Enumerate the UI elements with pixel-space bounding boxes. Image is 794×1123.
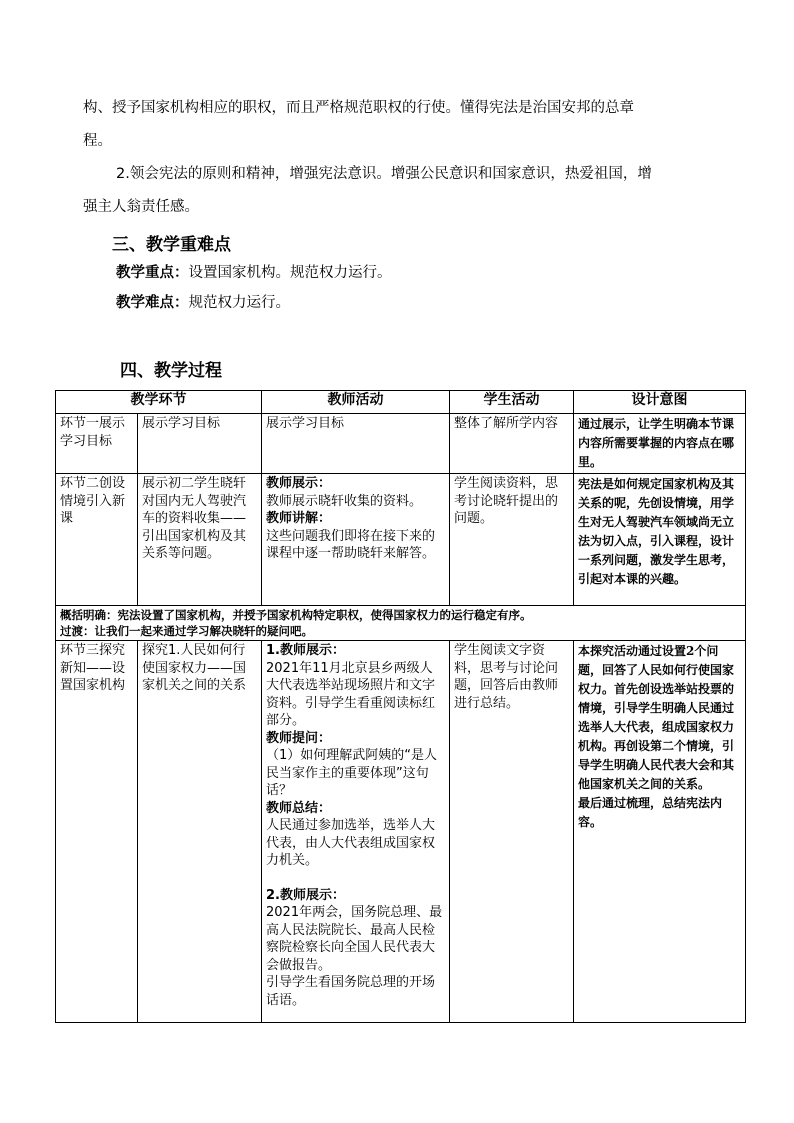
row2-intent: 宪法是如何规定国家机构及其关系的呢，先创设情境，用学生对无人驾驶汽车领域尚无立法为切入点，引入课程，设计一系列问题，激发学生思考，引起对本课的兴趣。 xyxy=(574,474,746,606)
row1-stage: 环节一展示学习目标 xyxy=(56,414,138,474)
key-points-label: 教学重点： xyxy=(116,265,189,281)
row3-intent xyxy=(574,641,746,1023)
row2-stage: 环节二创设情境引入新课 xyxy=(56,474,138,606)
transition-text: 过渡：让我们一起来通过学习解决晓轩的疑问吧。 xyxy=(60,624,313,638)
summary-cell xyxy=(56,606,746,641)
table-header-row xyxy=(56,391,746,414)
table-row xyxy=(56,641,746,1023)
section-3-title: 三、教学重难点 xyxy=(112,235,231,255)
header-teacher: 教师活动 xyxy=(262,391,450,414)
row2-teacher-text-2: 这些问题我们即将在接下来的课程中逐一帮助晓轩来解答。 xyxy=(266,528,436,561)
row3-student: 学生阅读文字资料，思考与讨论问题，回答后由教师进行总结。 xyxy=(450,641,574,1023)
row3-stage: 环节三探究新知——设置国家机构 xyxy=(56,641,138,1023)
row3-teacher xyxy=(262,641,450,1023)
row1-intent: 通过展示，让学生明确本节课内容所需要掌握的内容点在哪里。 xyxy=(574,414,746,474)
row1-student: 整体了解所学内容 xyxy=(450,414,574,474)
row3-content: 探究1.人民如何行使国家权力——国家机关之间的关系 xyxy=(138,641,262,1023)
intro-line-1: 构、授予国家机构相应的职权，而且严格规范职权的行使。懂得宪法是治国安邦的总章 xyxy=(83,100,634,116)
intro-line-2: 程。 xyxy=(83,133,112,149)
row2-teacher-label-2: 教师讲解： xyxy=(266,511,332,526)
table-row xyxy=(56,474,746,606)
row3-teacher-label-1: 1.教师展示： xyxy=(266,643,345,658)
row2-teacher-label-1: 教师展示： xyxy=(266,476,332,491)
row2-teacher xyxy=(262,474,450,606)
row3-spacer xyxy=(266,870,445,887)
intro-line-4: 强主人翁责任感。 xyxy=(83,199,199,215)
row3-teacher-text-1: 2021年11月北京县乡两级人大代表选举站现场照片和文字资料。引导学生看重阅读标红部分。 xyxy=(266,660,436,728)
section-4-title: 四、教学过程 xyxy=(120,361,222,381)
row1-teacher: 展示学习目标 xyxy=(262,414,450,474)
difficult-points-text: 规范权力运行。 xyxy=(188,295,290,311)
row3-teacher-text-5: 引导学生看国务院总理的开场话语。 xyxy=(266,975,436,1008)
key-points-text: 设置国家机构。规范权力运行。 xyxy=(188,265,392,281)
key-points xyxy=(116,263,392,283)
difficult-points-label: 教学难点： xyxy=(116,295,189,311)
row1-content: 展示学习目标 xyxy=(138,414,262,474)
teaching-process-table xyxy=(55,390,746,1023)
row3-teacher-text-4: 2021年两会，国务院总理、最高人民法院院长、最高人民检察院检察长向全国人民代表大会做报告。 xyxy=(266,905,443,973)
difficult-points xyxy=(116,293,290,313)
row3-teacher-label-2: 教师提问： xyxy=(266,730,332,746)
row3-teacher-text-3: 人民通过参加选举，选举人大代表，由人大代表组成国家权力机关。 xyxy=(266,818,436,868)
row2-teacher-text-1: 教师展示晓轩收集的资料。 xyxy=(266,493,423,509)
intro-line-3: 2.领会宪法的原则和精神，增强宪法意识。增强公民意识和国家意识，热爱祖国，增 xyxy=(116,166,652,182)
header-intent: 设计意图 xyxy=(574,391,746,414)
row3-teacher-label-4: 2.教师展示： xyxy=(266,887,345,903)
summary-text: 概括明确：宪法设置了国家机构，并授予国家机构特定职权，使得国家权力的运行稳定有序。 xyxy=(60,608,532,622)
table-row xyxy=(56,414,746,474)
row3-teacher-text-2: （1）如何理解武阿姨的“是人民当家作主的重要体现”这句话？ xyxy=(266,748,438,798)
summary-row xyxy=(56,606,746,641)
header-stage: 教学环节 xyxy=(56,391,262,414)
row3-teacher-label-3: 教师总结： xyxy=(266,800,332,816)
header-student: 学生活动 xyxy=(450,391,574,414)
row2-student: 学生阅读资料，思考讨论晓轩提出的问题。 xyxy=(450,474,574,606)
row2-content: 展示初二学生晓轩对国内无人驾驶汽车的资料收集——引出国家机构及其关系等问题。 xyxy=(138,474,262,606)
row3-intent-text-2: 最后通过梳理，总结宪法内容。 xyxy=(578,796,723,829)
row3-intent-text-1: 本探究活动通过设置2个问题，回答了人民如何行使国家权力。首先创设选举站投票的情境，引导学生明确人民通过选举人大代表，组成国家权力机构。再创设第二个情境，引导学生明确人民代表大会和其他国家机关之间的关系。 xyxy=(578,644,735,791)
